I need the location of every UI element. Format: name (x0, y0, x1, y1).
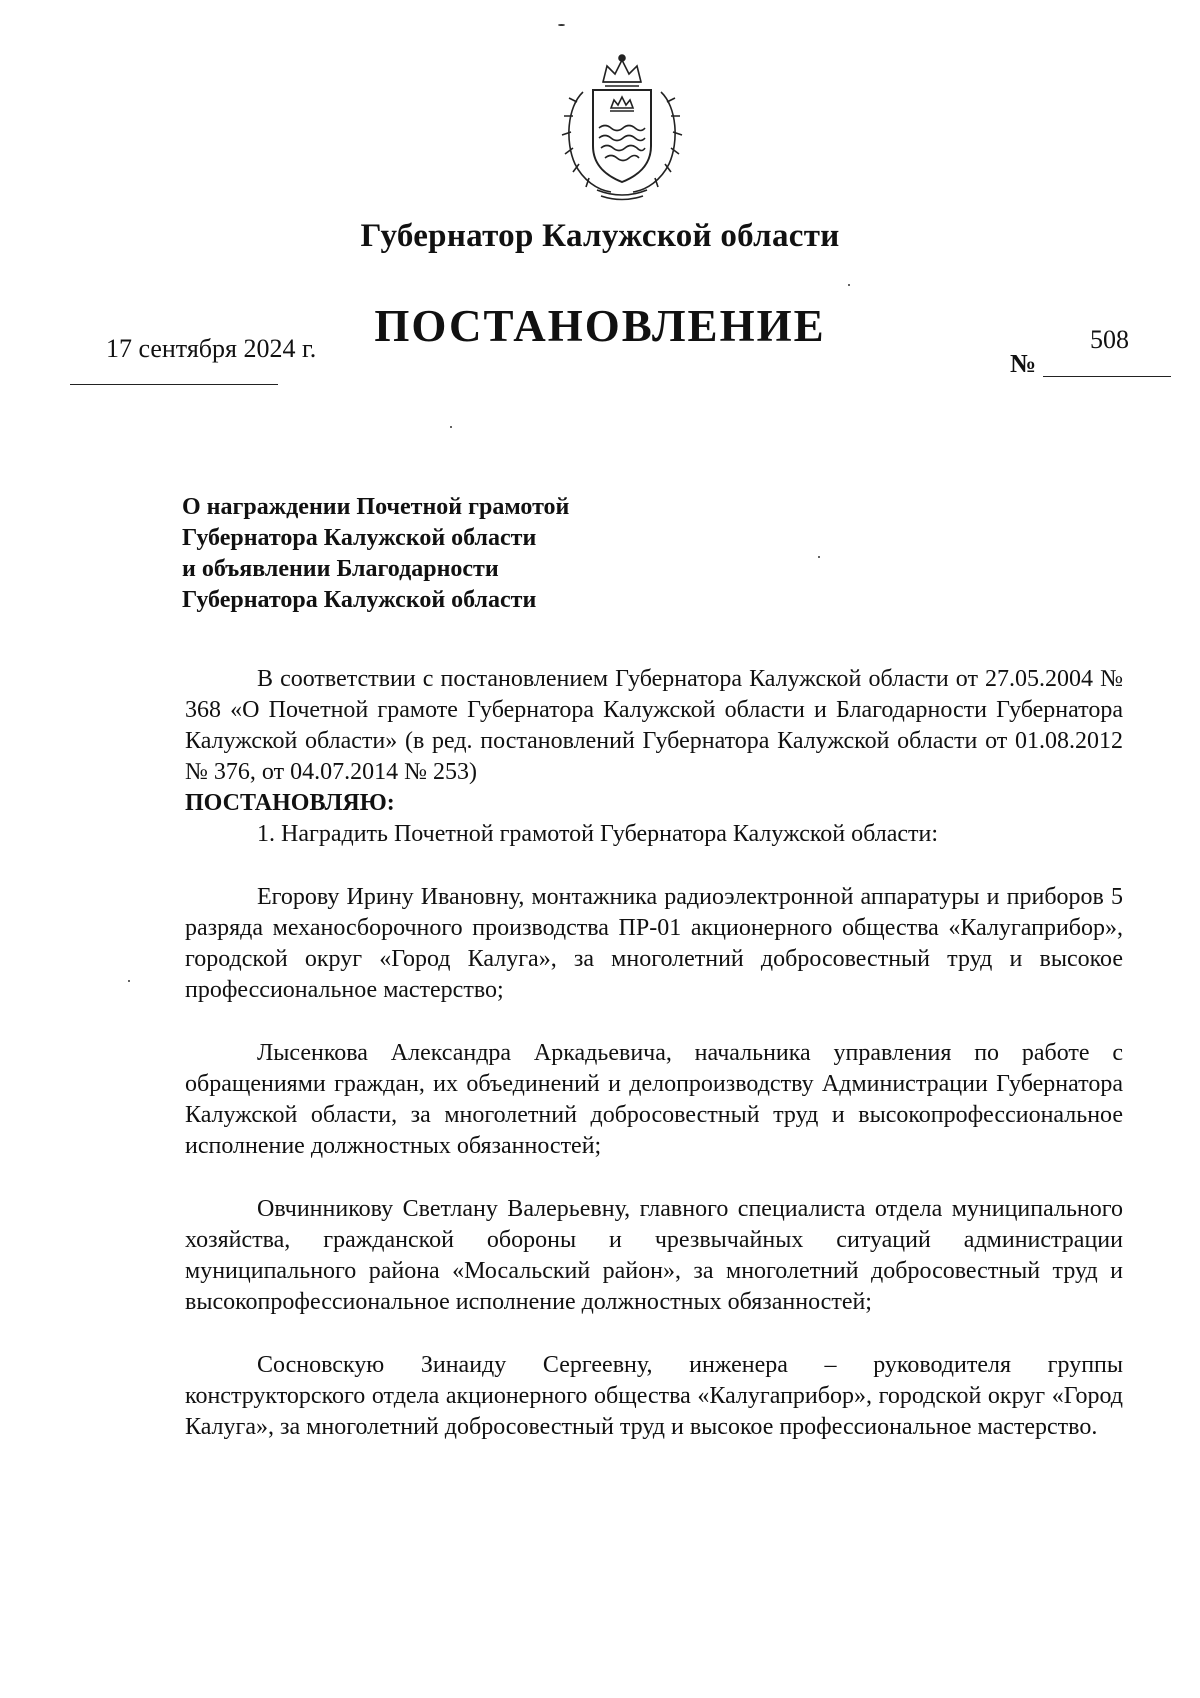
preamble-paragraph: В соответствии с постановлением Губернатора Калужской области от 27.05.2004 № 368 «О Почетной грамоте Губернатора Калужской области и Благодарности Губернатора Калужской области» (в ред. постановлений Губернатора Калужской области от 01.08.2012 № 376, от 04.07.2014 № 253) (185, 666, 1123, 785)
number-underline (1043, 376, 1171, 377)
document-number: 508 (1090, 325, 1129, 354)
coat-of-arms-icon (553, 52, 691, 202)
document-body (185, 664, 1123, 1443)
scan-speck (818, 556, 820, 558)
scan-speck (450, 426, 452, 428)
item-1: 1. Наградить Почетной грамотой Губернатора Калужской области: (257, 821, 939, 847)
scan-speck (848, 284, 850, 286)
scan-speck (128, 980, 130, 982)
awardee-paragraph: Лысенкова Александра Аркадьевича, начальника управления по работе с обращениями граждан, их объединений и делопроизводству Администрации Губернатора Калужской области, за многолетний добросовестный труд и высокопрофессиональное исполнение должностных обязанностей; (185, 1040, 1123, 1159)
document-date: 17 сентября 2024 г. (106, 334, 317, 363)
subject-line: Губернатора Калужской области (182, 587, 537, 613)
subject-line: О награждении Почетной грамотой (182, 494, 570, 520)
scan-speck (558, 24, 565, 26)
document-type: ПОСТАНОВЛЕНИЕ (374, 301, 826, 351)
subject-line: Губернатора Калужской области (182, 525, 537, 551)
awardee-paragraph: Сосновскую Зинаиду Сергеевну, инженера – руководителя группы конструкторского отдела акционерного общества «Калугаприбор», городской округ «Город Калуга», за многолетний добросовестный труд и высокое профессиональное мастерство. (185, 1352, 1123, 1440)
document-subject (182, 492, 625, 616)
awardee-paragraph: Овчинникову Светлану Валерьевну, главного специалиста отдела муниципального хозяйства, гражданской обороны и чрезвычайных ситуаций администрации муниципального района «Мосальский район», за многолетний добросовестный труд и высокопрофессиональное исполнение должностных обязанностей; (185, 1196, 1123, 1315)
awardee-paragraph: Егорову Ирину Ивановну, монтажника радиоэлектронной аппаратуры и приборов 5 разряда механосборочного производства ПР-01 акционерного общества «Калугаприбор», городской округ «Город Калуга», за многолетний добросовестный труд и высокое профессиональное мастерство; (185, 884, 1123, 1003)
date-underline (70, 384, 278, 385)
subject-line: и объявлении Благодарности (182, 556, 499, 582)
number-label: № (1010, 349, 1037, 378)
resolve-word: ПОСТАНОВЛЯЮ: (185, 790, 395, 816)
issuer-title: Губернатор Калужской области (360, 218, 840, 254)
